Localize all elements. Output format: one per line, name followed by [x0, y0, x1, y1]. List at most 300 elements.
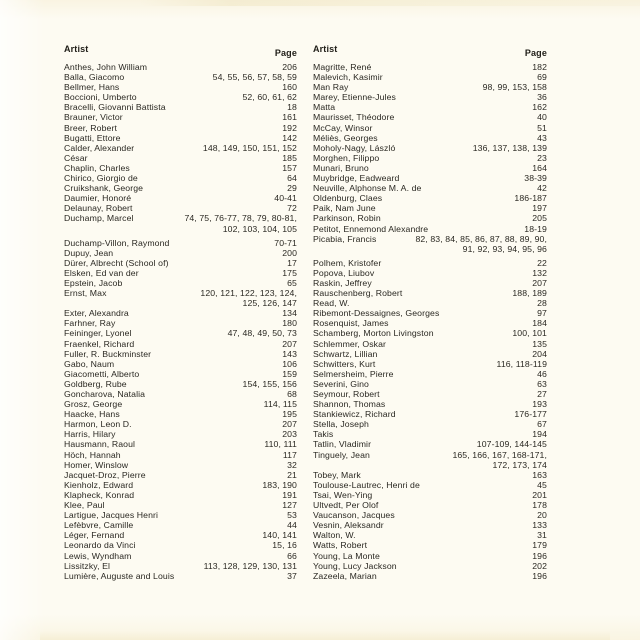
index-entry-row — [313, 510, 547, 520]
artist-name: McCay, Winsor — [313, 122, 373, 133]
index-entry-row — [64, 308, 297, 318]
artist-name: Gabo, Naum — [64, 358, 115, 369]
artist-name: Dupuy, Jean — [64, 247, 114, 258]
artist-name: Petitot, Ennemond Alexandre — [313, 223, 429, 234]
page-numbers: 127 — [282, 500, 297, 511]
index-entry-row — [64, 450, 297, 460]
page-numbers: 70-71 — [274, 237, 297, 248]
index-entry-row — [64, 530, 297, 540]
index-entry-row — [64, 72, 297, 82]
artist-name: Polhem, Kristofer — [313, 257, 382, 268]
page-numbers: 154, 155, 156 — [242, 378, 297, 389]
page-numbers: 183, 190 — [262, 479, 297, 490]
page-numbers: 125, 126, 147 — [242, 298, 297, 309]
index-entry-row — [64, 213, 297, 223]
page-numbers: 180 — [282, 318, 297, 329]
index-entry-row — [64, 389, 297, 399]
artist-name: Fuller, R. Buckminster — [64, 348, 152, 359]
artist-name: Boccioni, Umberto — [64, 92, 137, 103]
page-numbers: 110, 111 — [264, 439, 297, 450]
page-numbers: 200 — [282, 247, 297, 258]
index-content — [64, 44, 547, 581]
index-entry-row — [313, 123, 547, 133]
index-entry-row — [64, 133, 297, 143]
page-numbers: 160 — [282, 82, 297, 93]
index-entry-row — [64, 248, 297, 258]
artist-name: Lissitzky, El — [64, 560, 111, 571]
page-numbers: 195 — [282, 409, 297, 420]
artist-name: Ribemont-Dessaignes, Georges — [313, 308, 440, 319]
index-entry-row — [64, 379, 297, 389]
index-entry-row — [64, 112, 297, 122]
artist-name: Höch, Hannah — [64, 449, 121, 460]
page-numbers: 21 — [287, 469, 297, 480]
page-numbers: 69 — [537, 72, 547, 83]
artist-name: Delaunay, Robert — [64, 203, 133, 214]
index-entry-row — [313, 520, 547, 530]
index-entry-row — [313, 490, 547, 500]
page-numbers: 194 — [532, 429, 547, 440]
page-numbers: 82, 83, 84, 85, 86, 87, 88, 89, 90, — [415, 233, 547, 244]
page-numbers: 142 — [282, 132, 297, 143]
artist-name: Young, Lucy Jackson — [313, 560, 397, 571]
index-entry-row — [313, 419, 547, 429]
page-numbers: 17 — [287, 257, 297, 268]
page-numbers: 197 — [532, 203, 547, 214]
index-entry-row — [313, 244, 547, 254]
artist-name: César — [64, 152, 88, 163]
artist-name: Schamberg, Morton Livingston — [313, 328, 434, 339]
index-entry-row — [64, 163, 297, 173]
column-header — [64, 44, 297, 62]
page-numbers: 18-19 — [524, 223, 547, 234]
index-entry-row — [64, 359, 297, 369]
page-numbers: 161 — [282, 112, 297, 123]
artist-name: Rosenquist, James — [313, 318, 389, 329]
page-numbers: 72 — [287, 203, 297, 214]
page-numbers: 37 — [287, 570, 297, 581]
page-numbers: 176-177 — [514, 409, 547, 420]
page-numbers: 182 — [532, 62, 547, 72]
artist-name: Lumière, Auguste and Louis — [64, 570, 175, 581]
index-entry-row — [313, 298, 547, 308]
artist-name: Stankiewicz, Richard — [313, 409, 396, 420]
index-entry-row — [64, 173, 297, 183]
artist-name: Tatlin, Vladimir — [313, 439, 372, 450]
page-numbers: 120, 121, 122, 123, 124, — [200, 288, 297, 299]
page-numbers: 157 — [282, 162, 297, 173]
index-entry-row — [313, 318, 547, 328]
index-entry-row — [64, 102, 297, 112]
page-numbers: 204 — [532, 348, 547, 359]
page-numbers: 140, 141 — [262, 530, 297, 541]
artist-name: Toulouse-Lautrec, Henri de — [313, 479, 420, 490]
page-numbers: 175 — [282, 267, 297, 278]
page-header-label: Page — [274, 48, 297, 58]
artist-name: Goldberg, Rube — [64, 378, 127, 389]
index-entry-row — [64, 399, 297, 409]
index-entry-row — [64, 490, 297, 500]
artist-name: Klee, Paul — [64, 500, 105, 511]
page-numbers: 205 — [532, 213, 547, 224]
page-numbers: 165, 166, 167, 168-171, — [452, 449, 547, 460]
artist-name: Shannon, Thomas — [313, 399, 386, 410]
page-numbers: 172, 173, 174 — [492, 459, 547, 470]
artist-name: Stella, Joseph — [313, 419, 369, 430]
index-entry-row — [64, 258, 297, 268]
page-header-label: Page — [524, 48, 547, 58]
artist-name: Cruikshank, George — [64, 183, 144, 194]
index-entry-row — [313, 112, 547, 122]
page-numbers: 42 — [537, 183, 547, 194]
index-entry-row — [313, 62, 547, 72]
page-numbers: 45 — [537, 479, 547, 490]
index-entry-row — [313, 439, 547, 449]
artist-header-label: Artist — [313, 44, 338, 54]
artist-name: Fraenkel, Richard — [64, 338, 135, 349]
page-numbers: 47, 48, 49, 50, 73 — [227, 328, 297, 339]
artist-name: Homer, Winslow — [64, 459, 129, 470]
index-entry-row — [313, 193, 547, 203]
page-numbers: 178 — [532, 500, 547, 511]
artist-name: Watts, Robert — [313, 540, 368, 551]
page-numbers: 133 — [532, 520, 547, 531]
index-entry-row — [64, 480, 297, 490]
page-numbers: 32 — [287, 459, 297, 470]
index-column-left — [64, 44, 297, 581]
index-entry-row — [313, 551, 547, 561]
artist-name: Popova, Liubov — [313, 267, 375, 278]
artist-name: Vaucanson, Jacques — [313, 510, 395, 521]
index-entry-row — [313, 163, 547, 173]
index-entry-row — [64, 409, 297, 419]
index-entry-row — [313, 258, 547, 268]
index-entry-row — [64, 349, 297, 359]
index-entry-row — [313, 470, 547, 480]
index-entry-row — [313, 143, 547, 153]
artist-name: Tinguely, Jean — [313, 449, 370, 460]
artist-name: Zazeela, Marian — [313, 570, 377, 581]
index-entry-row — [64, 561, 297, 571]
page-numbers: 185 — [282, 152, 297, 163]
index-entry-row — [64, 439, 297, 449]
artist-name: Takis — [313, 429, 334, 440]
index-entry-row — [64, 500, 297, 510]
page-numbers: 113, 128, 129, 130, 131 — [203, 560, 297, 571]
page-numbers: 202 — [532, 560, 547, 571]
page-numbers: 135 — [532, 338, 547, 349]
page-numbers: 188, 189 — [512, 288, 547, 299]
artist-name: Schwartz, Lillian — [313, 348, 378, 359]
artist-name: Raskin, Jeffrey — [313, 277, 372, 288]
index-entry-row — [64, 224, 297, 234]
artist-name: Klapheck, Konrad — [64, 489, 135, 500]
index-entry-row — [313, 224, 547, 234]
artist-name: Bugatti, Ettore — [64, 132, 121, 143]
artist-name: Marey, Etienne-Jules — [313, 92, 396, 103]
index-rows — [64, 62, 297, 581]
page-numbers: 31 — [537, 530, 547, 541]
index-entry-row — [313, 399, 547, 409]
artist-name: Vesnin, Aleksandr — [313, 520, 384, 531]
artist-name: Calder, Alexander — [64, 142, 135, 153]
artist-name: Ernst, Max — [64, 288, 107, 299]
artist-name: Harris, Hilary — [64, 429, 116, 440]
index-entry-row — [64, 203, 297, 213]
artist-name: Bracelli, Giovanni Battista — [64, 102, 166, 113]
index-entry-row — [64, 123, 297, 133]
artist-name: Duchamp-Villon, Raymond — [64, 237, 170, 248]
artist-name: Elsken, Ed van der — [64, 267, 139, 278]
page-numbers: 186-187 — [514, 193, 547, 204]
page-numbers: 53 — [287, 510, 297, 521]
artist-name: Anthes, John William — [64, 62, 148, 72]
index-entry-row — [313, 268, 547, 278]
artist-name: Tobey, Mark — [313, 469, 361, 480]
artist-name: Ultvedt, Per Olof — [313, 500, 379, 511]
index-entry-row — [313, 460, 547, 470]
index-entry-row — [64, 278, 297, 288]
index-entry-row — [64, 82, 297, 92]
artist-name: Balla, Giacomo — [64, 72, 125, 83]
index-entry-row — [64, 571, 297, 581]
artist-name: Neuville, Alphonse M. A. de — [313, 183, 422, 194]
page-numbers: 196 — [532, 570, 547, 581]
index-entry-row — [313, 500, 547, 510]
page-numbers: 207 — [282, 419, 297, 430]
index-entry-row — [313, 369, 547, 379]
artist-name: Rauschenberg, Robert — [313, 288, 403, 299]
index-entry-row — [313, 480, 547, 490]
artist-name: Maurisset, Théodore — [313, 112, 395, 123]
artist-name: Exter, Alexandra — [64, 308, 129, 319]
artist-name: Read, W. — [313, 298, 350, 309]
artist-name: Chirico, Giorgio de — [64, 173, 138, 184]
index-entry-row — [313, 308, 547, 318]
index-column-right — [313, 44, 547, 581]
artist-name: Schwitters, Kurt — [313, 358, 376, 369]
index-entry-row — [64, 298, 297, 308]
index-entry-row — [64, 460, 297, 470]
page-numbers: 91, 92, 93, 94, 95, 96 — [462, 243, 547, 254]
index-entry-row — [313, 213, 547, 223]
artist-name: Dürer, Albrecht (School of) — [64, 257, 169, 268]
page-numbers: 162 — [532, 102, 547, 113]
page-numbers: 74, 75, 76-77, 78, 79, 80-81, — [184, 213, 297, 224]
page-numbers: 116, 118-119 — [496, 358, 547, 369]
index-entry-row — [313, 389, 547, 399]
index-entry-row — [313, 339, 547, 349]
page-numbers: 22 — [537, 257, 547, 268]
page-numbers: 40-41 — [274, 193, 297, 204]
page-numbers: 54, 55, 56, 57, 58, 59 — [212, 72, 297, 83]
artist-name: Man Ray — [313, 82, 349, 93]
index-entry-row — [313, 173, 547, 183]
artist-name: Leonardo da Vinci — [64, 540, 136, 551]
index-entry-row — [64, 339, 297, 349]
artist-name: Breer, Robert — [64, 122, 117, 133]
page-numbers: 163 — [532, 469, 547, 480]
index-entry-row — [64, 193, 297, 203]
page-numbers: 203 — [282, 429, 297, 440]
page-numbers: 98, 99, 153, 158 — [482, 82, 547, 93]
artist-name: Epstein, Jacob — [64, 277, 123, 288]
index-entry-row — [64, 328, 297, 338]
index-entry-row — [64, 153, 297, 163]
index-entry-row — [64, 268, 297, 278]
page-numbers: 97 — [537, 308, 547, 319]
index-entry-row — [313, 72, 547, 82]
artist-name: Schlemmer, Oskar — [313, 338, 387, 349]
page-numbers: 164 — [532, 162, 547, 173]
page-numbers: 102, 103, 104, 105 — [222, 223, 297, 234]
page-numbers: 36 — [537, 92, 547, 103]
index-entry-row — [64, 238, 297, 248]
page-numbers: 27 — [537, 389, 547, 399]
artist-name: Matta — [313, 102, 336, 113]
page-numbers: 206 — [282, 62, 297, 72]
artist-name: Picabia, Francis — [313, 233, 377, 244]
artist-name: Morghen, Filippo — [313, 152, 380, 163]
page-numbers: 106 — [282, 358, 297, 369]
artist-name: Severini, Gino — [313, 378, 369, 389]
index-entry-row — [313, 133, 547, 143]
artist-header-label: Artist — [64, 44, 89, 54]
page-numbers: 23 — [537, 152, 547, 163]
page-numbers: 184 — [532, 318, 547, 329]
artist-name: Giacometti, Alberto — [64, 368, 140, 379]
artist-name: Bellmer, Hans — [64, 82, 120, 93]
index-entry-row — [313, 183, 547, 193]
index-entry-row — [313, 288, 547, 298]
artist-name: Lartigue, Jacques Henri — [64, 510, 159, 521]
index-entry-row — [313, 328, 547, 338]
index-entry-row — [313, 82, 547, 92]
page-numbers: 52, 60, 61, 62 — [242, 92, 297, 103]
index-entry-row — [313, 92, 547, 102]
index-entry-row — [64, 540, 297, 550]
index-entry-row — [64, 62, 297, 72]
artist-name: Chaplin, Charles — [64, 162, 130, 173]
artist-name: Grosz, George — [64, 399, 123, 410]
page-numbers: 18 — [287, 102, 297, 113]
artist-name: Hausmann, Raoul — [64, 439, 136, 450]
artist-name: Parkinson, Robin — [313, 213, 381, 224]
artist-name: Young, La Monte — [313, 550, 380, 561]
index-entry-row — [313, 153, 547, 163]
index-entry-row — [64, 318, 297, 328]
page-numbers: 193 — [532, 399, 547, 410]
page-numbers: 100, 101 — [512, 328, 547, 339]
index-entry-row — [64, 419, 297, 429]
index-entry-row — [313, 429, 547, 439]
page-numbers: 43 — [537, 132, 547, 143]
artist-name: Brauner, Victor — [64, 112, 123, 123]
index-entry-row — [313, 530, 547, 540]
paper-edge-shading-bottom — [40, 631, 610, 640]
page-numbers: 207 — [532, 277, 547, 288]
page-numbers: 44 — [287, 520, 297, 531]
artist-name: Lefèbvre, Camille — [64, 520, 134, 531]
index-entry-row — [64, 520, 297, 530]
artist-name: Oldenburg, Claes — [313, 193, 383, 204]
index-entry-row — [64, 143, 297, 153]
page-numbers: 66 — [287, 550, 297, 561]
index-entry-row — [313, 409, 547, 419]
artist-name: Daumier, Honoré — [64, 193, 132, 204]
artist-name: Kienholz, Edward — [64, 479, 134, 490]
index-entry-row — [64, 183, 297, 193]
artist-name: Seymour, Robert — [313, 389, 380, 399]
page-numbers: 191 — [282, 489, 297, 500]
artist-name: Goncharova, Natalia — [64, 389, 146, 399]
page-numbers: 207 — [282, 338, 297, 349]
index-entry-row — [313, 571, 547, 581]
page-numbers: 201 — [532, 489, 547, 500]
index-entry-row — [313, 450, 547, 460]
artist-name: Walton, W. — [313, 530, 356, 541]
index-entry-row — [313, 379, 547, 389]
artist-name: Duchamp, Marcel — [64, 213, 134, 224]
index-entry-row — [64, 510, 297, 520]
index-entry-row — [313, 359, 547, 369]
index-entry-row — [313, 234, 547, 244]
page-numbers: 134 — [282, 308, 297, 319]
artist-name: Paik, Nam June — [313, 203, 376, 214]
page-numbers: 29 — [287, 183, 297, 194]
artist-name: Magritte, René — [313, 62, 372, 72]
page-numbers: 68 — [287, 389, 297, 399]
artist-name: Feininger, Lyonel — [64, 328, 132, 339]
page-numbers: 192 — [282, 122, 297, 133]
index-entry-row — [313, 102, 547, 112]
artist-name: Selmersheim, Pierre — [313, 368, 394, 379]
artist-name: Malevich, Kasimir — [313, 72, 383, 83]
index-entry-row — [64, 369, 297, 379]
page-numbers: 51 — [537, 122, 547, 133]
artist-name: Haacke, Hans — [64, 409, 120, 420]
page-numbers: 117 — [282, 449, 297, 460]
page-numbers: 64 — [287, 173, 297, 184]
page-numbers: 132 — [532, 267, 547, 278]
artist-name: Moholy-Nagy, László — [313, 142, 396, 153]
index-entry-row — [64, 429, 297, 439]
index-entry-row — [313, 540, 547, 550]
page-numbers: 38-39 — [524, 173, 547, 184]
index-entry-row — [64, 288, 297, 298]
page-numbers: 40 — [537, 112, 547, 123]
artist-name: Farhner, Ray — [64, 318, 116, 329]
index-entry-row — [313, 349, 547, 359]
page-numbers: 15, 16 — [272, 540, 297, 551]
artist-name: Munari, Bruno — [313, 162, 369, 173]
page-numbers: 148, 149, 150, 151, 152 — [202, 142, 297, 153]
page-numbers: 28 — [537, 298, 547, 309]
page-numbers: 179 — [532, 540, 547, 551]
index-entry-row — [313, 278, 547, 288]
page-numbers: 20 — [537, 510, 547, 521]
index-entry-row — [64, 92, 297, 102]
page-numbers: 63 — [537, 378, 547, 389]
index-entry-row — [64, 551, 297, 561]
artist-name: Tsai, Wen-Ying — [313, 489, 373, 500]
page-numbers: 196 — [532, 550, 547, 561]
artist-name: Léger, Fernand — [64, 530, 125, 541]
index-entry-row — [313, 203, 547, 213]
index-entry-row — [64, 470, 297, 480]
column-header — [313, 44, 547, 62]
page-numbers: 159 — [282, 368, 297, 379]
